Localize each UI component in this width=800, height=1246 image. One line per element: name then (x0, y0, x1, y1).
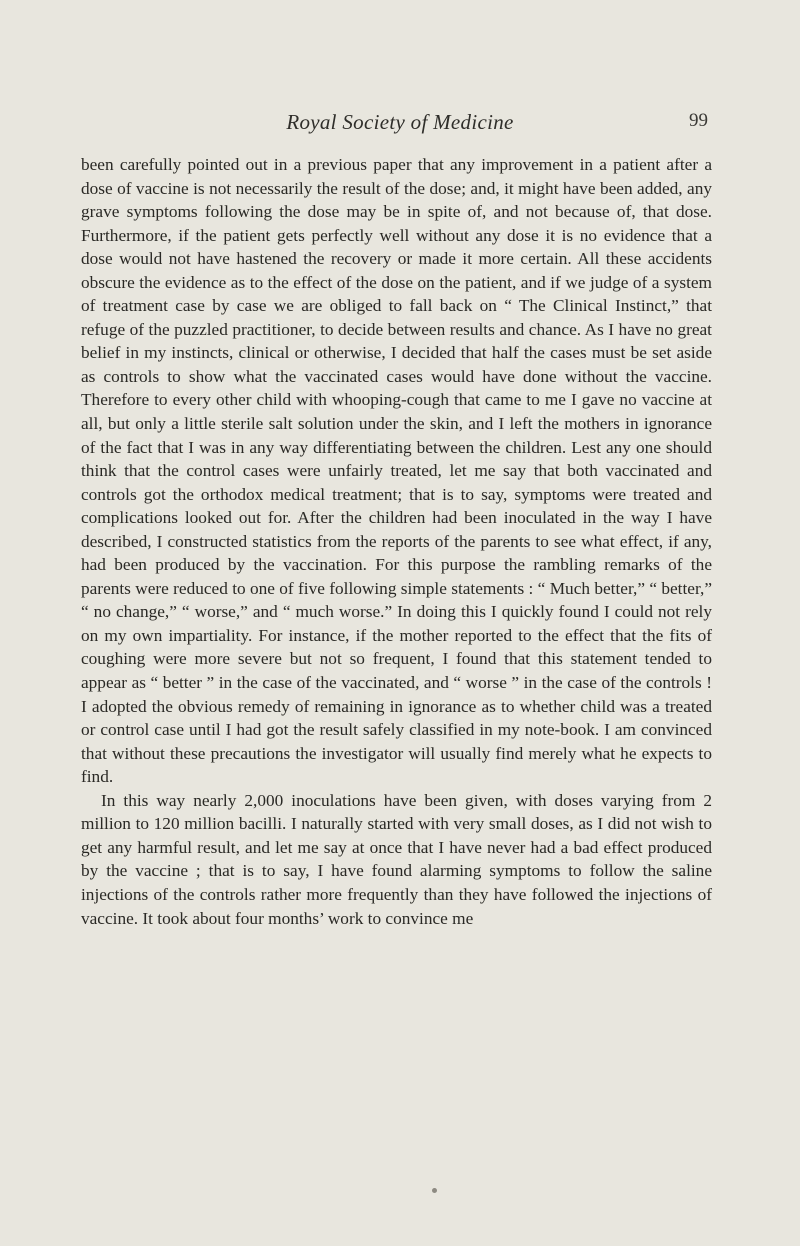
paragraph-2: In this way nearly 2,000 inoculations have been given, with doses varying from 2 million to 120 million bacilli. I naturally started with very small doses, as I did not wish to get any harmful result, and let me say at once that I have never had a bad effect produced by the vaccine ; that is to say, I have found alarming symptoms to follow the saline injections of the controls rather more frequently than they have followed the injections of vaccine. It took about four months’ work to convince me (81, 790, 712, 928)
running-title: Royal Society of Medicine (286, 110, 514, 134)
paragraph-1: been carefully pointed out in a previous paper that any improvement in a patient after a dose of vaccine is not necessarily the result of the dose; and, it might have been added, any grave symptoms following the dose may be in spite of, and not because of, that dose. Furthermore, if the patient gets perfectly well without any dose it is no evidence that a dose would not have hastened the recovery or made it more certain. All these accidents obscure the evidence as to the effect of the dose on the patient, and if we judge of a system of treatment case by case we are obliged to fall back on “ The Clinical Instinct,” that refuge of the puzzled practitioner, to decide between results and chance. As I have no great belief in my instincts, clinical or otherwise, I decided that half the cases must be set aside as controls to show what the vaccinated cases would have done without the vaccine. Therefore to every other child with whooping-cough that came to me I gave no vaccine at all, but only a little sterile salt solution under the skin, and I left the mothers in ignorance of the fact that I was in any way differentiating between the children. Lest any one should think that the control cases were unfairly treated, let me say that both vaccinated and controls got the orthodox medical treatment; that is to say, symptoms were treated and complications looked out for. After the children had been inoculated in the way I have described, I constructed statistics from the reports of the parents to see what effect, if any, had been produced by the vaccination. For this purpose the rambling remarks of the parents were reduced to one of five following simple statements : “ Much better,” “ better,” “ no change,” “ worse,” and “ much worse.” In doing this I quickly found I could not rely on my own impartiality. For instance, if the mother reported to the effect that the fits of coughing were more severe but not so frequent, I found that this statement tended to appear as “ better ” in the case of the vaccinated, and “ worse ” in the case of the controls ! I adopted the obvious remedy of remaining in ignorance as to whether child was a treated or control case until I had got the result safely classified in my note-book. I am convinced that without these precautions the investigator will usually find merely what he expects to find. (81, 155, 712, 787)
running-head (92, 110, 708, 138)
paper-speck (432, 1188, 437, 1193)
page-number: 99 (689, 110, 708, 131)
body-text (81, 153, 712, 930)
